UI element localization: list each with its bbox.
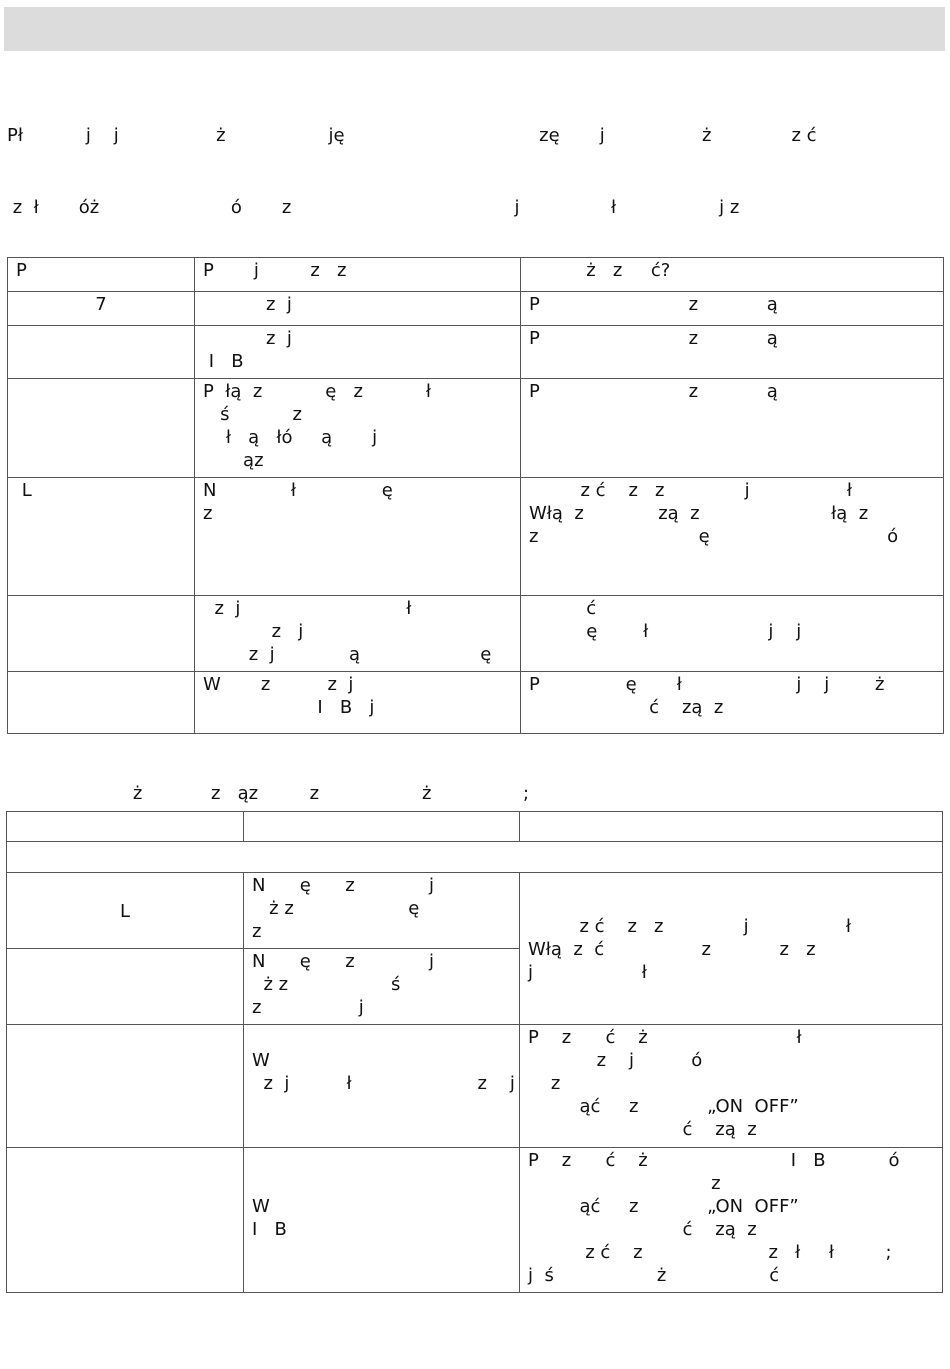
table-row — [8, 379, 944, 478]
table-cell: W I B — [244, 1148, 520, 1293]
intro-line-2: z ł óż ó z j ł j z — [7, 197, 740, 218]
table-cell: z j — [195, 292, 521, 326]
table-row — [8, 672, 944, 734]
table-cell — [7, 949, 244, 1025]
table-cell — [8, 326, 195, 379]
table-cell: P z ą — [521, 292, 944, 326]
table-cell: P z ć ż I B ó z ąć z „ON OFF” ć zą z z ć z z ł ł ; j ś ż ć — [520, 1148, 943, 1293]
table-row — [7, 873, 943, 949]
table-cell: 7 — [8, 292, 195, 326]
table-cell: N ę z j ż z ś z j — [244, 949, 520, 1025]
table-cell: z j I B — [195, 326, 521, 379]
table-cell — [7, 1148, 244, 1293]
table-row — [7, 1148, 943, 1293]
table-cell: P z ą — [521, 379, 944, 478]
header-cell — [520, 812, 943, 842]
table-cell — [8, 672, 195, 734]
header-cell: ż z ć? — [521, 258, 944, 292]
table-row — [8, 478, 944, 596]
header-cell: P — [8, 258, 195, 292]
header-cell: P j z z — [195, 258, 521, 292]
table-header-row — [8, 258, 944, 292]
header-cell — [7, 812, 244, 842]
table-cell: z ć z z j ł Włą z zą z łą z z ę ó — [521, 478, 944, 596]
intro-line-1: Pł j j ż ję zę j ż z ć — [7, 125, 817, 146]
table-cell — [8, 379, 195, 478]
table-cell — [7, 1025, 244, 1148]
table-cell: P ę ł j j ż ć zą z — [521, 672, 944, 734]
table-cell: L — [8, 478, 195, 596]
table-row — [8, 326, 944, 379]
table-cell: W z j ł z j — [244, 1025, 520, 1148]
table-cell-merged: z ć z z j ł Włą z ć z z z j ł — [520, 873, 943, 1025]
table-row — [8, 292, 944, 326]
table-cell: W z z j I B j — [195, 672, 521, 734]
table-row — [8, 596, 944, 672]
table-cell: z j ł z j z j ą ę — [195, 596, 521, 672]
table-cell: ć ę ł j j — [521, 596, 944, 672]
table-cell — [8, 596, 195, 672]
intro-paragraph — [7, 76, 943, 244]
section-row — [7, 842, 943, 873]
table-cell: L — [7, 873, 244, 949]
table-cell: P z ć ż ł z j ó z ąć z „ON OFF” ć zą z — [520, 1025, 943, 1148]
header-bar — [4, 7, 945, 51]
table-cell: N ł ę z — [195, 478, 521, 596]
error-table — [6, 811, 943, 1293]
table-header-row — [7, 812, 943, 842]
section-cell — [7, 842, 943, 873]
troubleshooting-table — [7, 257, 944, 734]
table-cell: P z ą — [521, 326, 944, 379]
table-cell: N ę z j ż z ę z — [244, 873, 520, 949]
table-cell: P łą z ę z ł ś z ł ą łó ą j ąz — [195, 379, 521, 478]
header-cell — [244, 812, 520, 842]
table-row — [7, 1025, 943, 1148]
table-caption: ż z ąz z ż ; — [7, 783, 530, 804]
